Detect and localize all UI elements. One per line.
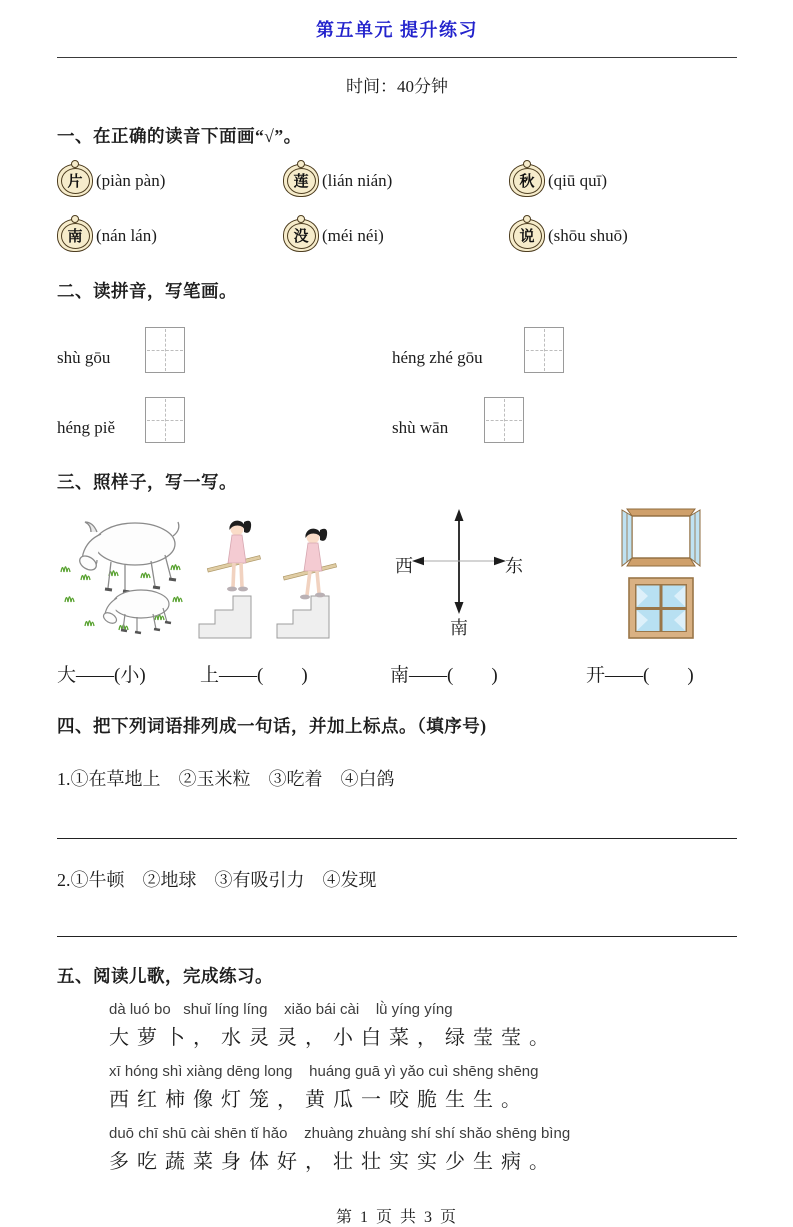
character-seal-icon	[509, 164, 545, 197]
section2-heading: 二、读拼音，写笔画。	[57, 281, 237, 301]
poem-pinyin-line: xī hóng shì xiàng dēng long huáng guā yì yǎo cuì shēng shēng	[109, 1063, 539, 1080]
pinyin-choice-item	[283, 164, 509, 197]
pinyin-options[interactable]: (lián nián)	[322, 170, 393, 190]
stroke-exercise	[392, 397, 737, 443]
word-ordering-item: 1.①在草地上 ②玉米粒 ③吃着 ④白鸽	[57, 769, 395, 789]
character-writing-grid[interactable]	[524, 327, 564, 373]
section1-options	[57, 164, 737, 252]
stroke-pinyin-label: héng piě	[57, 418, 116, 437]
section3-heading: 三、照样子，写一写。	[57, 472, 237, 492]
poem-pinyin-line: dà luó bo shuǐ líng líng xiǎo bái cài lǜ yíng yíng	[109, 1001, 453, 1018]
character-writing-grid[interactable]	[484, 397, 524, 443]
compass-south-label: 南	[450, 618, 468, 638]
stroke-exercise	[57, 397, 392, 443]
character-seal-icon	[509, 219, 545, 252]
section1-heading: 一、在正确的读音下面画“√”。	[57, 126, 302, 146]
page-number: 第 1 页 共 3 页	[335, 1209, 458, 1226]
pinyin-choice-item	[57, 164, 283, 197]
section5-heading: 五、阅读儿歌，完成练习。	[57, 966, 273, 986]
compass-diagram	[395, 506, 523, 638]
seal-character: 南	[61, 223, 90, 249]
section3-pictures	[57, 506, 737, 640]
pinyin-options[interactable]: (méi néi)	[322, 225, 384, 245]
character-seal-icon	[283, 219, 319, 252]
character-seal-icon	[57, 219, 93, 252]
stroke-exercise	[57, 327, 392, 373]
antonym-pair-blank[interactable]: 上——( )	[200, 665, 308, 686]
closed-window-icon	[629, 578, 693, 638]
pinyin-choice-item	[509, 219, 737, 252]
seal-character: 莲	[287, 168, 316, 194]
nursery-rhyme	[109, 1001, 737, 1174]
pinyin-options[interactable]: (piàn pàn)	[96, 170, 166, 190]
answer-blank-line[interactable]	[57, 936, 737, 937]
seal-character: 秋	[513, 168, 542, 194]
stroke-exercise	[392, 327, 737, 373]
stroke-pinyin-label: shù gōu	[57, 348, 111, 367]
windows-illustration	[619, 506, 703, 645]
antonym-pair-example: 大——(小)	[57, 665, 146, 686]
open-window-icon	[622, 509, 700, 566]
section3-answers	[57, 660, 737, 687]
poem-pinyin-line: duō chī shū cài shēn tǐ hǎo zhuàng zhuàng shí shí shǎo shēng bìng	[109, 1125, 571, 1142]
seal-character: 片	[61, 168, 90, 194]
section2-stroke-exercises	[57, 327, 737, 443]
pinyin-options[interactable]: (shōu shuō)	[548, 225, 628, 245]
poem-hanzi-line: 多吃蔬菜身体好，壮壮实实少生病。	[109, 1151, 557, 1173]
compass-west-label: 西	[395, 556, 413, 576]
stroke-pinyin-label: shù wān	[392, 418, 449, 437]
section4-heading: 四、把下列词语排列成一句话，并加上标点。（填序号)	[57, 716, 487, 736]
stroke-pinyin-label: héng zhé gōu	[392, 348, 483, 367]
antonym-pair-blank[interactable]: 开——( )	[586, 665, 694, 686]
poem-hanzi-line: 西红柿像灯笼，黄瓜一咬脆生生。	[109, 1089, 529, 1111]
pinyin-options[interactable]: (nán lán)	[96, 225, 157, 245]
character-seal-icon	[57, 164, 93, 197]
seal-character: 说	[513, 223, 542, 249]
pinyin-choice-item	[509, 164, 737, 197]
answer-blank-line[interactable]	[57, 838, 737, 839]
character-seal-icon	[283, 164, 319, 197]
girls-on-stairs-illustration	[197, 506, 347, 645]
character-writing-grid[interactable]	[145, 397, 185, 443]
antonym-pair-blank[interactable]: 南——( )	[390, 665, 498, 686]
title-divider	[57, 57, 737, 58]
character-writing-grid[interactable]	[145, 327, 185, 373]
seal-character: 没	[287, 223, 316, 249]
poem-hanzi-line: 大萝卜，水灵灵，小白菜，绿莹莹。	[109, 1027, 557, 1049]
word-ordering-item: 2.①牛顿 ②地球 ③有吸引力 ④发现	[57, 870, 377, 890]
pinyin-choice-item	[57, 219, 283, 252]
time-limit: 时间：40分钟	[346, 77, 448, 96]
pinyin-options[interactable]: (qiū quī)	[548, 170, 608, 190]
page-title: 第五单元 提升练习	[316, 20, 478, 40]
goats-illustration	[57, 506, 189, 643]
compass-east-label: 东	[505, 556, 523, 576]
pinyin-choice-item	[283, 219, 509, 252]
